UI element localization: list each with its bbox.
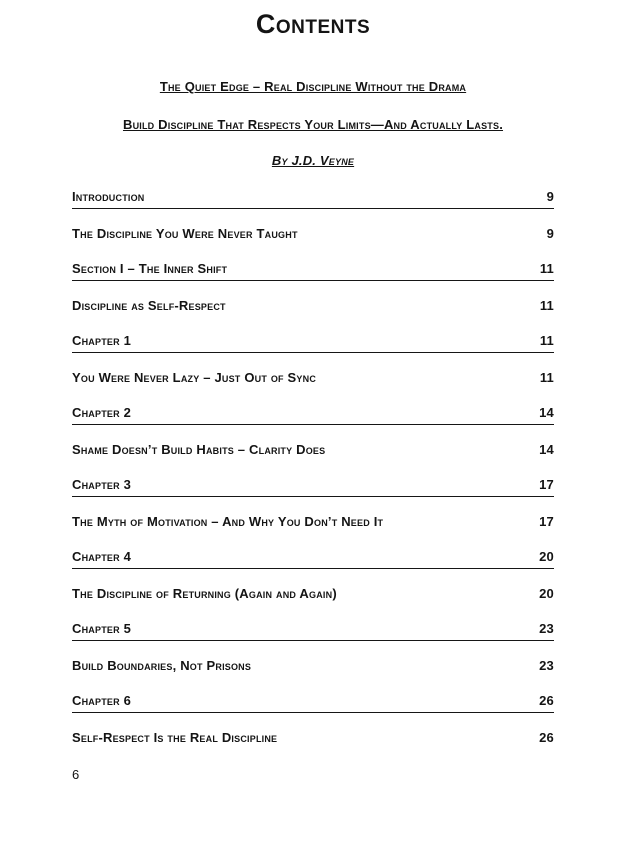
toc-entry-page-number: 23 [539,621,554,637]
toc-entry-page-number: 11 [539,370,554,386]
toc-sub-row [72,425,554,461]
toc-heading-row [72,173,554,209]
toc-entry-label: Build Boundaries, Not Prisons [72,658,252,674]
page-title: Contents [255,9,371,39]
toc-entry-page-number: 20 [539,549,554,565]
toc-sub-row [72,569,554,605]
toc-sub-row [72,353,554,389]
toc-entry-page-number: 17 [539,514,554,530]
toc-entry-page-number: 9 [546,226,554,242]
toc-entry-page-number: 9 [546,189,554,205]
toc-entry-label: Shame Doesn’t Build Habits – Clarity Does [72,442,326,458]
toc-entry-label: Section I – The Inner Shift [72,261,228,277]
toc-entry-label: Discipline as Self-Respect [72,298,226,314]
toc-entry-page-number: 14 [539,405,554,421]
toc-heading-row [72,605,554,641]
toc-heading-row [72,461,554,497]
toc-entry-page-number: 26 [539,730,554,746]
toc-entry-label: Chapter 5 [72,621,132,637]
toc-entry-label: You Were Never Lazy – Just Out of Sync [72,370,317,386]
author-byline: By J.D. Veyne [271,153,355,169]
toc-entry-label: The Discipline You Were Never Taught [72,226,298,242]
toc-heading-row [72,533,554,569]
toc-entry-page-number: 23 [539,658,554,674]
toc-entry-label: The Discipline of Returning (Again and Again) [72,586,337,602]
toc-sub-row [72,281,554,317]
table-of-contents [72,173,554,749]
toc-heading-row [72,245,554,281]
toc-heading-row [72,389,554,425]
toc-entry-page-number: 11 [539,333,554,349]
toc-entry-page-number: 17 [539,477,554,493]
toc-entry-label: Chapter 1 [72,333,132,349]
toc-heading-row [72,677,554,713]
toc-entry-page-number: 11 [539,261,554,277]
book-subtitle: Build Discipline That Respects Your Limits—And Actually Lasts. [122,117,504,133]
toc-sub-row [72,713,554,749]
toc-heading-row [72,317,554,353]
toc-entry-page-number: 26 [539,693,554,709]
toc-entry-label: Self-Respect Is the Real Discipline [72,730,278,746]
toc-entry-label: Chapter 2 [72,405,132,421]
toc-entry-label: Chapter 6 [72,693,132,709]
toc-entry-label: The Myth of Motivation – And Why You Don’t Need It [72,514,384,530]
book-title: The Quiet Edge – Real Discipline Without the Drama [159,79,467,95]
toc-entry-label: Chapter 4 [72,549,132,565]
page-number: 6 [72,767,80,783]
toc-entry-label: Chapter 3 [72,477,132,493]
toc-sub-row [72,497,554,533]
toc-entry-label: Introduction [72,189,145,205]
toc-entry-page-number: 20 [539,586,554,602]
toc-entry-page-number: 11 [539,298,554,314]
toc-sub-row [72,641,554,677]
toc-entry-page-number: 14 [539,442,554,458]
toc-sub-row [72,209,554,245]
